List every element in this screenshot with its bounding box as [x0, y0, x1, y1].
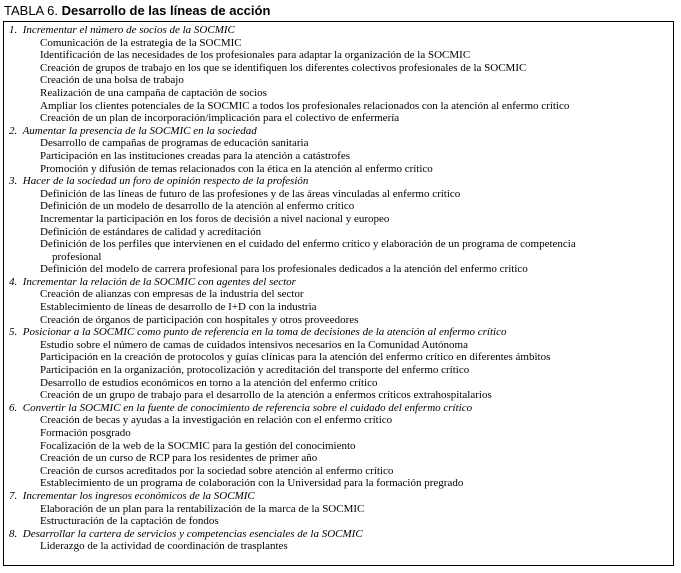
section-number: 3.	[9, 175, 18, 188]
list-item: Definición de las líneas de futuro de las profesiones y de las áreas vinculadas al enfermo crítico	[40, 187, 461, 200]
section-number: 5.	[9, 326, 18, 339]
section-title	[9, 490, 673, 503]
caption-title: Desarrollo de las líneas de acción	[61, 3, 271, 18]
list-item: Desarrollo de campañas de programas de educación sanitaria	[40, 137, 309, 150]
section-title	[9, 276, 673, 289]
list-item: Definición de un modelo de desarrollo de la atención al enfermo crítico	[40, 200, 355, 213]
list-item: Creación de un curso de RCP para los residentes de primer año	[40, 452, 318, 465]
list-item: Comunicación de la estrategia de la SOCMIC	[40, 36, 242, 49]
section-title-text: Hacer de la sociedad un foro de opinión respecto de la profesión	[22, 175, 309, 188]
list-item: Definición del modelo de carrera profesional para los profesionales dedicados a la atención del enfermo crítico	[40, 263, 528, 276]
section-title	[9, 125, 673, 138]
section-number: 8.	[9, 527, 18, 540]
list-item: Elaboración de un plan para la rentabilización de la marca de la SOCMIC	[40, 502, 365, 515]
list-item: Establecimiento de líneas de desarrollo de I+D con la industria	[40, 301, 317, 314]
list-item: Realización de una campaña de captación de socios	[40, 86, 267, 99]
list-item: Establecimiento de un programa de colaboración con la Universidad para la formación pregrado	[40, 477, 464, 490]
section-title	[9, 326, 673, 339]
section-number: 7.	[9, 489, 18, 502]
section-title-text: Incrementar los ingresos económicos de la SOCMIC	[22, 489, 255, 502]
section-number: 6.	[9, 401, 18, 414]
list-item: Liderazgo de la actividad de coordinación de trasplantes	[40, 540, 288, 553]
section-title-text: Convertir la SOCMIC en la fuente de conocimiento de referencia sobre el cuidado del enfermo crítico	[22, 401, 473, 414]
list-item: Definición de estándares de calidad y acreditación	[40, 225, 262, 238]
list-item: Participación en la organización, protocolización y acreditación del transporte del enfermo crítico	[40, 364, 470, 377]
section-title	[9, 24, 673, 37]
list-item: Creación de un grupo de trabajo para el desarrollo de la atención a enfermos críticos extrahospitalarios	[40, 389, 492, 402]
section-title-text: Posicionar a la SOCMIC como punto de referencia en la toma de decisiones de la atención al enfermo crítico	[22, 326, 507, 339]
section-number: 1.	[9, 24, 18, 36]
list-item: Promoción y difusión de temas relacionados con la ética en la atención al enfermo crítico	[40, 162, 433, 175]
section-title-text: Aumentar la presencia de la SOCMIC en la sociedad	[22, 124, 257, 137]
section-title-text: Desarrollar la cartera de servicios y competencias esenciales de la SOCMIC	[22, 527, 363, 540]
list-item: Participación en las instituciones creadas para la atención a catástrofes	[40, 149, 351, 162]
list-item: Creación de una bolsa de trabajo	[40, 74, 184, 87]
section-title	[9, 528, 673, 541]
table-caption	[4, 3, 270, 19]
list-item: Desarrollo de estudios económicos en torno a la atención del enfermo crítico	[40, 376, 378, 389]
list-item: Participación en la creación de protocolos y guías clínicas para la atención del enfermo crítico en diferentes ámbitos	[40, 351, 551, 364]
section-title-text: Incrementar el número de socios de la SOCMIC	[22, 24, 235, 36]
section-title	[9, 175, 673, 188]
list-item: Creación de grupos de trabajo en los que se identifiquen los diferentes colectivos profesionales de la SOCMIC	[40, 61, 527, 74]
list-item: Ampliar los clientes potenciales de la SOCMIC a todos los profesionales relacionados con la atención al enfermo crítico	[40, 99, 570, 112]
list-item: Creación de órganos de participación con hospitales y otros proveedores	[40, 313, 359, 326]
list-item: Focalización de la web de la SOCMIC para la gestión del conocimiento	[40, 439, 356, 452]
list-item: Formación posgrado	[40, 427, 131, 439]
section-title	[9, 402, 673, 415]
list-item: Identificación de las necesidades de los profesionales para adaptar la organización de la SOCMIC	[40, 49, 471, 62]
section-title-text: Incrementar la relación de la SOCMIC con agentes del sector	[22, 275, 296, 288]
list-item-continuation: profesional	[52, 250, 102, 263]
list-item: Estudio sobre el número de camas de cuidados intensivos necesarios en la Comunidad Autónoma	[40, 338, 468, 351]
caption-prefix: TABLA 6.	[4, 3, 58, 18]
list-item: Creación de becas y ayudas a la investigación en relación con el enfermo crítico	[40, 414, 393, 427]
list-item: Creación de alianzas con empresas de la industria del sector	[40, 288, 304, 301]
list-item: Estructuración de la captación de fondos	[40, 515, 219, 528]
action-lines-list	[9, 24, 673, 553]
list-item: Incrementar la participación en los foros de decisión a nivel nacional y europeo	[40, 212, 390, 225]
list-item: Creación de un plan de incorporación/implicación para el colectivo de enfermería	[40, 112, 400, 125]
section-number: 2.	[9, 124, 18, 137]
section-number: 4.	[9, 275, 18, 288]
list-item: Definición de los perfiles que intervienen en el cuidado del enfermo crítico y elaboración de un programa de competencia profesional	[9, 238, 673, 263]
list-item: Creación de cursos acreditados por la sociedad sobre atención al enfermo crítico	[40, 464, 394, 477]
